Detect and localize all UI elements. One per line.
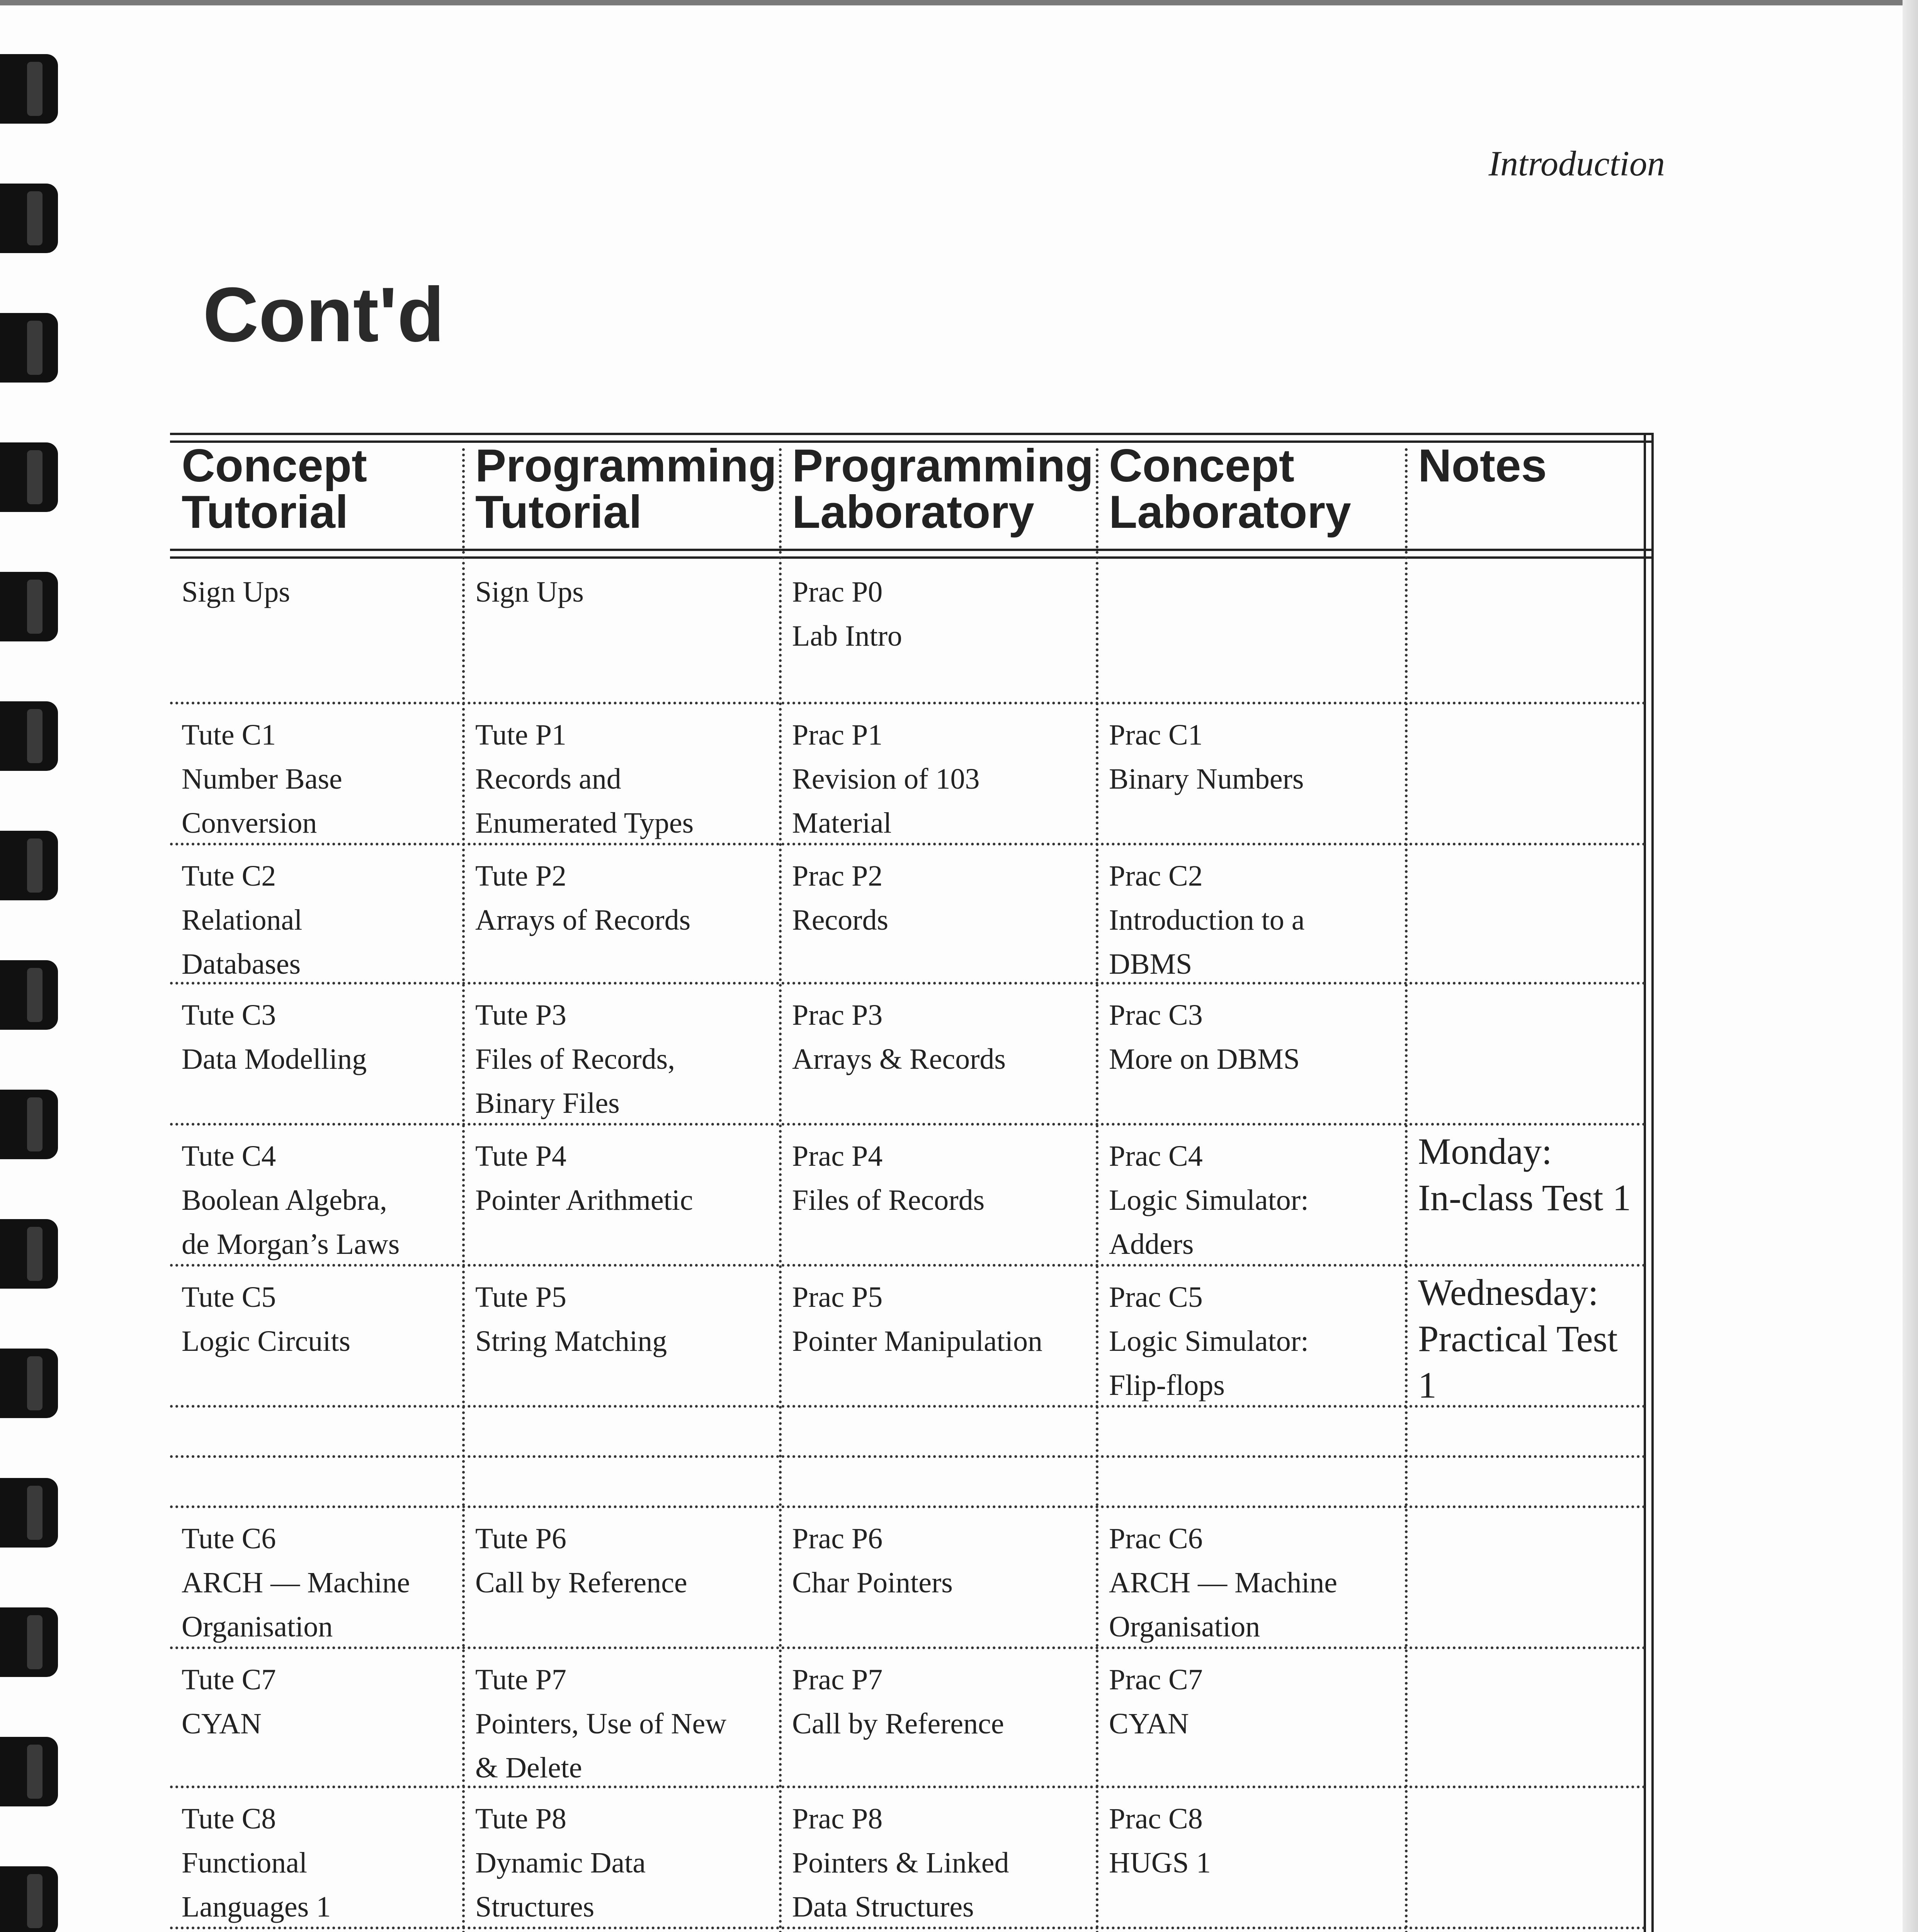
cell-line: Introduction to a — [1109, 904, 1305, 936]
cell-line: Binary Files — [475, 1087, 620, 1119]
binding-ring — [0, 1349, 58, 1418]
cell-line: Number Base — [182, 763, 342, 795]
cell-concept-tutorial — [170, 560, 464, 703]
cell-concept-lab — [1097, 1928, 1406, 1932]
cell-line: Pointer Arithmetic — [475, 1184, 693, 1216]
cell-line: Tute P6 — [475, 1522, 566, 1555]
cell-line: Tute P8 — [475, 1803, 566, 1835]
cell-line: Prac P4 — [792, 1140, 883, 1172]
binding-ring — [0, 184, 58, 253]
cell-line: Tute C2 — [182, 860, 276, 892]
cell-concept-lab — [1097, 1406, 1406, 1457]
cell-line: Data Modelling — [182, 1043, 367, 1075]
cell-programming-tutorial — [464, 703, 780, 844]
cell-line: Records and — [475, 763, 621, 795]
cell-concept-lab — [1097, 983, 1406, 1124]
header-programming-tutorial — [464, 433, 780, 549]
cell-line: Flip-flops — [1109, 1369, 1225, 1401]
cell-notes — [1406, 560, 1646, 703]
header-rule — [170, 549, 1654, 559]
cell-line: Relational — [182, 904, 303, 936]
cell-notes — [1406, 703, 1646, 844]
cell-line: Organisation — [182, 1611, 333, 1643]
cell-line: More on DBMS — [1109, 1043, 1300, 1075]
cell-line: Tute P5 — [475, 1281, 566, 1313]
binding-ring — [0, 313, 58, 383]
cell-notes — [1406, 1928, 1646, 1932]
cell-line: Material — [792, 807, 892, 839]
cell-programming-lab — [780, 1457, 1097, 1507]
cell-concept-tutorial — [170, 1787, 464, 1928]
binding-ring — [0, 1090, 58, 1159]
cell-line: Prac P3 — [792, 999, 883, 1031]
cell-line: Prac C8 — [1109, 1803, 1203, 1835]
cell-line: Tute P1 — [475, 719, 566, 751]
cell-line: Prac C3 — [1109, 999, 1203, 1031]
cell-line: Prac C6 — [1109, 1522, 1203, 1555]
binding-ring — [0, 701, 58, 771]
header-line: Concept — [182, 440, 367, 492]
cell-line: Logic Circuits — [182, 1325, 350, 1357]
cell-concept-tutorial — [170, 1928, 464, 1932]
cell-line: Pointer Manipulation — [792, 1325, 1043, 1357]
cell-line: Arrays of Records — [475, 904, 691, 936]
header-line: Concept — [1109, 440, 1294, 492]
cell-programming-tutorial — [464, 1124, 780, 1265]
cell-notes — [1406, 844, 1646, 983]
cell-line: Tute P2 — [475, 860, 566, 892]
cell-programming-lab — [780, 1648, 1097, 1787]
cell-programming-tutorial — [464, 1648, 780, 1787]
binding-ring — [0, 1478, 58, 1548]
cell-line: Boolean Algebra, — [182, 1184, 387, 1216]
cell-programming-tutorial — [464, 1457, 780, 1507]
cell-concept-tutorial — [170, 1507, 464, 1648]
cell-line: Arrays & Records — [792, 1043, 1006, 1075]
cell-programming-tutorial — [464, 1406, 780, 1457]
binding-ring — [0, 442, 58, 512]
binding-ring — [0, 1607, 58, 1677]
cell-line: Tute P4 — [475, 1140, 566, 1172]
cell-line: Sign Ups — [475, 576, 584, 608]
cell-line: Tute P7 — [475, 1663, 566, 1696]
page-right-edge — [1903, 0, 1918, 1932]
cell-programming-lab — [780, 560, 1097, 703]
cell-line: Prac C4 — [1109, 1140, 1203, 1172]
cell-line: Functional — [182, 1847, 308, 1879]
cell-programming-tutorial — [464, 1787, 780, 1928]
header-line: Tutorial — [182, 486, 349, 538]
cell-line: Enumerated Types — [475, 807, 694, 839]
cell-programming-lab — [780, 1507, 1097, 1648]
cell-programming-lab — [780, 703, 1097, 844]
cell-concept-tutorial — [170, 1648, 464, 1787]
cell-line: Tute C8 — [182, 1803, 276, 1835]
cell-line: String Matching — [475, 1325, 667, 1357]
cell-line: de Morgan’s Laws — [182, 1228, 400, 1260]
cell-notes — [1406, 1507, 1646, 1648]
cell-line: CYAN — [1109, 1708, 1189, 1740]
cell-concept-lab — [1097, 703, 1406, 844]
cell-line: Tute C6 — [182, 1522, 276, 1555]
cell-line: Binary Numbers — [1109, 763, 1304, 795]
header-line: Laboratory — [1109, 486, 1351, 538]
binding-ring — [0, 54, 58, 124]
cell-line: Conversion — [182, 807, 317, 839]
cell-line: Prac P5 — [792, 1281, 883, 1313]
cell-line: Tute P3 — [475, 999, 566, 1031]
cell-programming-tutorial — [464, 1928, 780, 1932]
cell-line: Languages 1 — [182, 1891, 331, 1923]
cell-line: Prac P6 — [792, 1522, 883, 1555]
cell-concept-lab — [1097, 1457, 1406, 1507]
binding-ring — [0, 572, 58, 641]
cell-concept-tutorial — [170, 1124, 464, 1265]
binding-ring — [0, 960, 58, 1030]
cell-line: Monday: — [1418, 1131, 1552, 1172]
header-notes — [1406, 433, 1646, 549]
cell-line: Files of Records — [792, 1184, 985, 1216]
binding-ring — [0, 831, 58, 900]
binding-ring — [0, 1737, 58, 1806]
cell-line: Adders — [1109, 1228, 1194, 1260]
cell-notes — [1406, 1124, 1646, 1265]
cell-programming-lab — [780, 1406, 1097, 1457]
cell-concept-tutorial — [170, 1457, 464, 1507]
cell-programming-tutorial — [464, 1265, 780, 1406]
cell-line: Files of Records, — [475, 1043, 675, 1075]
header-programming-laboratory — [780, 433, 1097, 549]
cell-line: Tute C7 — [182, 1663, 276, 1696]
cell-line: Sign Ups — [182, 576, 290, 608]
cell-line: Databases — [182, 948, 301, 980]
header-concept-tutorial — [170, 433, 464, 549]
cell-notes — [1406, 1787, 1646, 1928]
binding-ring — [0, 1866, 58, 1932]
cell-concept-tutorial — [170, 1265, 464, 1406]
cell-line: Lab Intro — [792, 620, 902, 652]
cell-notes — [1406, 1457, 1646, 1507]
cell-line: HUGS 1 — [1109, 1847, 1211, 1879]
header-line: Laboratory — [792, 486, 1034, 538]
cell-line: Tute C3 — [182, 999, 276, 1031]
cell-line: Call by Reference — [475, 1566, 687, 1599]
cell-line: Logic Simulator: — [1109, 1325, 1309, 1357]
header-line: Notes — [1418, 440, 1547, 492]
cell-line: ARCH — Machine — [182, 1566, 410, 1599]
cell-line: ARCH — Machine — [1109, 1566, 1338, 1599]
cell-line: Pointers, Use of New — [475, 1708, 727, 1740]
cell-line: Prac C5 — [1109, 1281, 1203, 1313]
cell-line: Prac P2 — [792, 860, 883, 892]
cell-line: CYAN — [182, 1708, 262, 1740]
header-concept-laboratory — [1097, 433, 1406, 549]
cell-concept-lab — [1097, 844, 1406, 983]
cell-line: Prac C1 — [1109, 719, 1203, 751]
cell-programming-tutorial — [464, 1507, 780, 1648]
cell-line: Prac P7 — [792, 1663, 883, 1696]
cell-notes — [1406, 983, 1646, 1124]
cell-programming-lab — [780, 1265, 1097, 1406]
cell-line: Prac C2 — [1109, 860, 1203, 892]
cell-programming-tutorial — [464, 844, 780, 983]
running-head: Introduction — [1488, 144, 1665, 183]
cell-line: Structures — [475, 1891, 595, 1923]
cell-line: Tute C4 — [182, 1140, 276, 1172]
cell-concept-tutorial — [170, 983, 464, 1124]
page-title: Cont'd — [203, 272, 445, 358]
cell-line: Records — [792, 904, 889, 936]
binding-ring — [0, 1219, 58, 1289]
schedule-table — [170, 433, 1654, 1932]
cell-line: Organisation — [1109, 1611, 1260, 1643]
header-line: Programming — [475, 440, 777, 492]
cell-line: Prac P0 — [792, 576, 883, 608]
cell-programming-lab — [780, 1124, 1097, 1265]
cell-concept-lab — [1097, 1648, 1406, 1787]
cell-programming-lab — [780, 1787, 1097, 1928]
cell-line: Dynamic Data — [475, 1847, 646, 1879]
cell-concept-tutorial — [170, 844, 464, 983]
cell-programming-tutorial — [464, 983, 780, 1124]
cell-concept-tutorial — [170, 703, 464, 844]
cell-concept-lab — [1097, 560, 1406, 703]
cell-line: Char Pointers — [792, 1566, 953, 1599]
cell-line: Prac C7 — [1109, 1663, 1203, 1696]
header-line: Programming — [792, 440, 1094, 492]
cell-line: & Delete — [475, 1752, 582, 1784]
cell-programming-lab — [780, 844, 1097, 983]
cell-line: Prac P8 — [792, 1803, 883, 1835]
cell-notes — [1406, 1648, 1646, 1787]
cell-line: Data Structures — [792, 1891, 974, 1923]
cell-line: Wednesday: — [1418, 1272, 1598, 1313]
cell-notes — [1406, 1406, 1646, 1457]
cell-line: DBMS — [1109, 948, 1192, 980]
spiral-binding — [0, 54, 66, 1932]
cell-line: Call by Reference — [792, 1708, 1004, 1740]
cell-line: Practical Test 1 — [1418, 1318, 1618, 1406]
cell-notes — [1406, 1265, 1646, 1406]
cell-line: Prac P1 — [792, 719, 883, 751]
cell-concept-lab — [1097, 1787, 1406, 1928]
cell-line: Logic Simulator: — [1109, 1184, 1309, 1216]
cell-line: Pointers & Linked — [792, 1847, 1009, 1879]
cell-programming-lab — [780, 1928, 1097, 1932]
cell-concept-lab — [1097, 1265, 1406, 1406]
cell-programming-tutorial — [464, 560, 780, 703]
cell-concept-lab — [1097, 1507, 1406, 1648]
header-line: Tutorial — [475, 486, 642, 538]
cell-line: Tute C5 — [182, 1281, 276, 1313]
cell-line: Tute C1 — [182, 719, 276, 751]
cell-line: Revision of 103 — [792, 763, 980, 795]
cell-concept-tutorial — [170, 1406, 464, 1457]
page-top-edge — [0, 0, 1918, 5]
cell-programming-lab — [780, 983, 1097, 1124]
cell-line: In-class Test 1 — [1418, 1177, 1631, 1218]
cell-concept-lab — [1097, 1124, 1406, 1265]
